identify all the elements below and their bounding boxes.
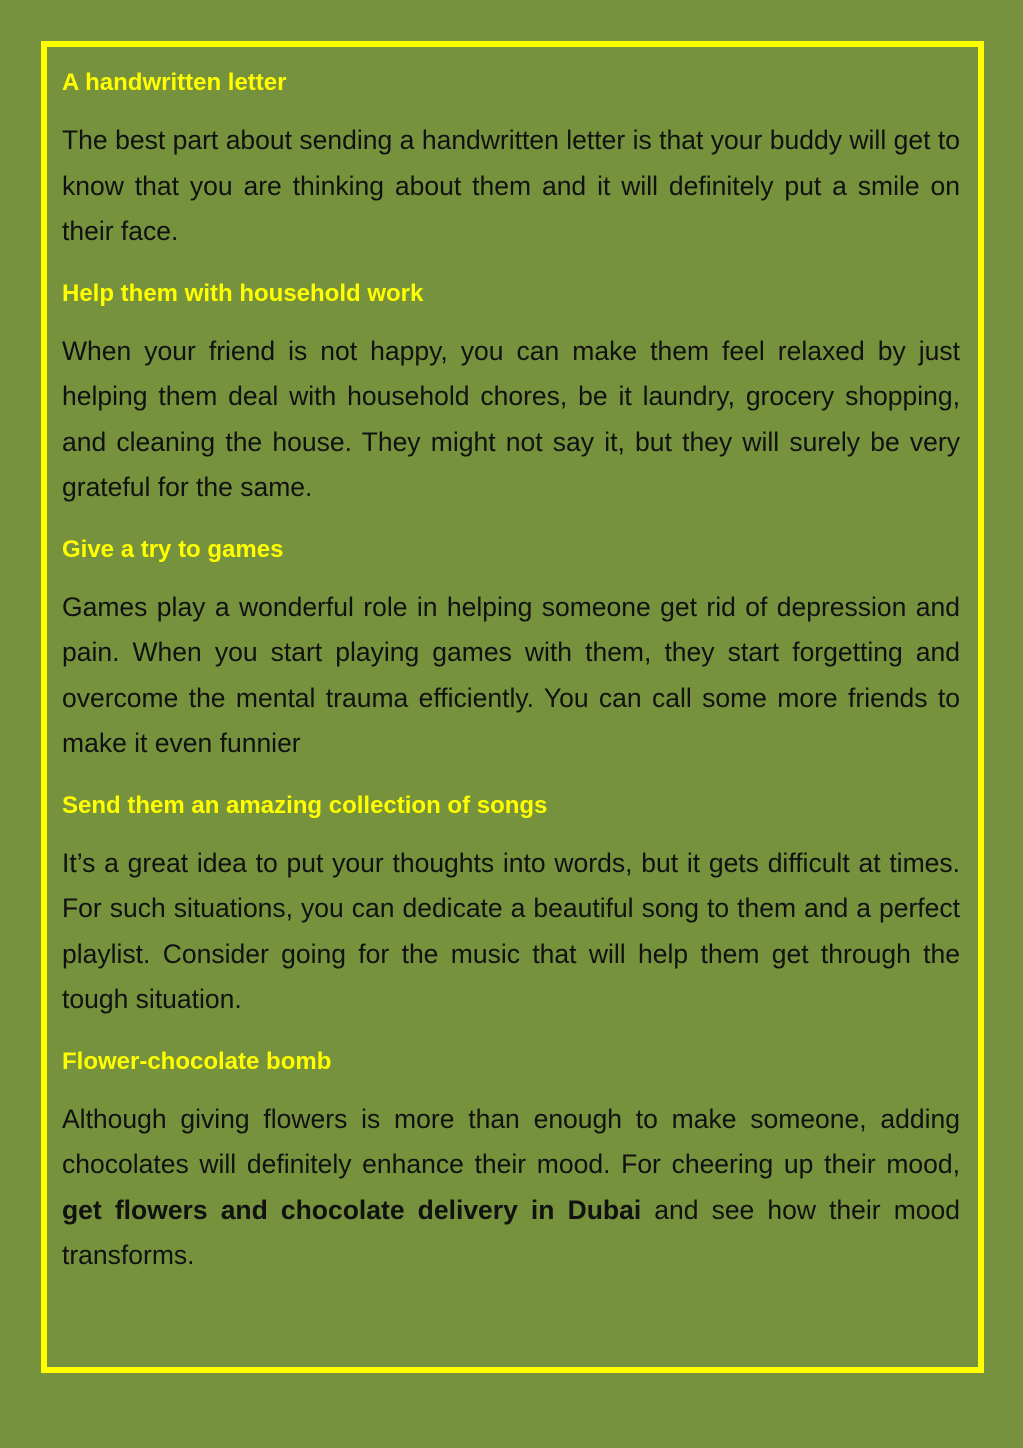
document-content bbox=[62, 62, 960, 1297]
section-paragraph-household-work: When your friend is not happy, you can make them feel relaxed by just helping them deal with household chores, be it laundry, grocery shopping, and cleaning the house. They might not say it, but they will surely be very grateful for the same. bbox=[62, 335, 960, 502]
section-heading-flower-chocolate: Flower-chocolate bomb bbox=[62, 1047, 332, 1075]
paragraph-text-start: Although giving flowers is more than enough to make someone, adding chocolates will definitely enhance their mood. For cheering up their mood, bbox=[62, 1103, 960, 1179]
section-heading-games: Give a try to games bbox=[62, 535, 284, 563]
delivery-link-text[interactable]: get flowers and chocolate delivery in Dubai bbox=[62, 1194, 642, 1225]
section-paragraph-flower-chocolate bbox=[62, 1097, 960, 1279]
section-heading-handwritten-letter: A handwritten letter bbox=[62, 69, 287, 96]
section-paragraph-handwritten-letter: The best part about sending a handwritten letter is that your buddy will get to know that you are thinking about them and it will definitely put a smile on their face. bbox=[62, 125, 960, 246]
section-heading-household-work: Help them with household work bbox=[62, 279, 424, 307]
paragraph-text-end: and see how their mood transforms. bbox=[62, 1194, 960, 1270]
section-heading-songs: Send them an amazing collection of songs bbox=[62, 791, 548, 819]
section-paragraph-games: Games play a wonderful role in helping someone get rid of depression and pain. When you start playing games with them, they start forgetting and overcome the mental trauma efficiently. You can call some more friends to make it even funnier bbox=[62, 591, 960, 758]
section-paragraph-songs: It’s a great idea to put your thoughts into words, but it gets difficult at times. For such situations, you can dedicate a beautiful song to them and a perfect playlist. Consider going for the music that will help them get through the tough situation. bbox=[62, 847, 960, 1014]
